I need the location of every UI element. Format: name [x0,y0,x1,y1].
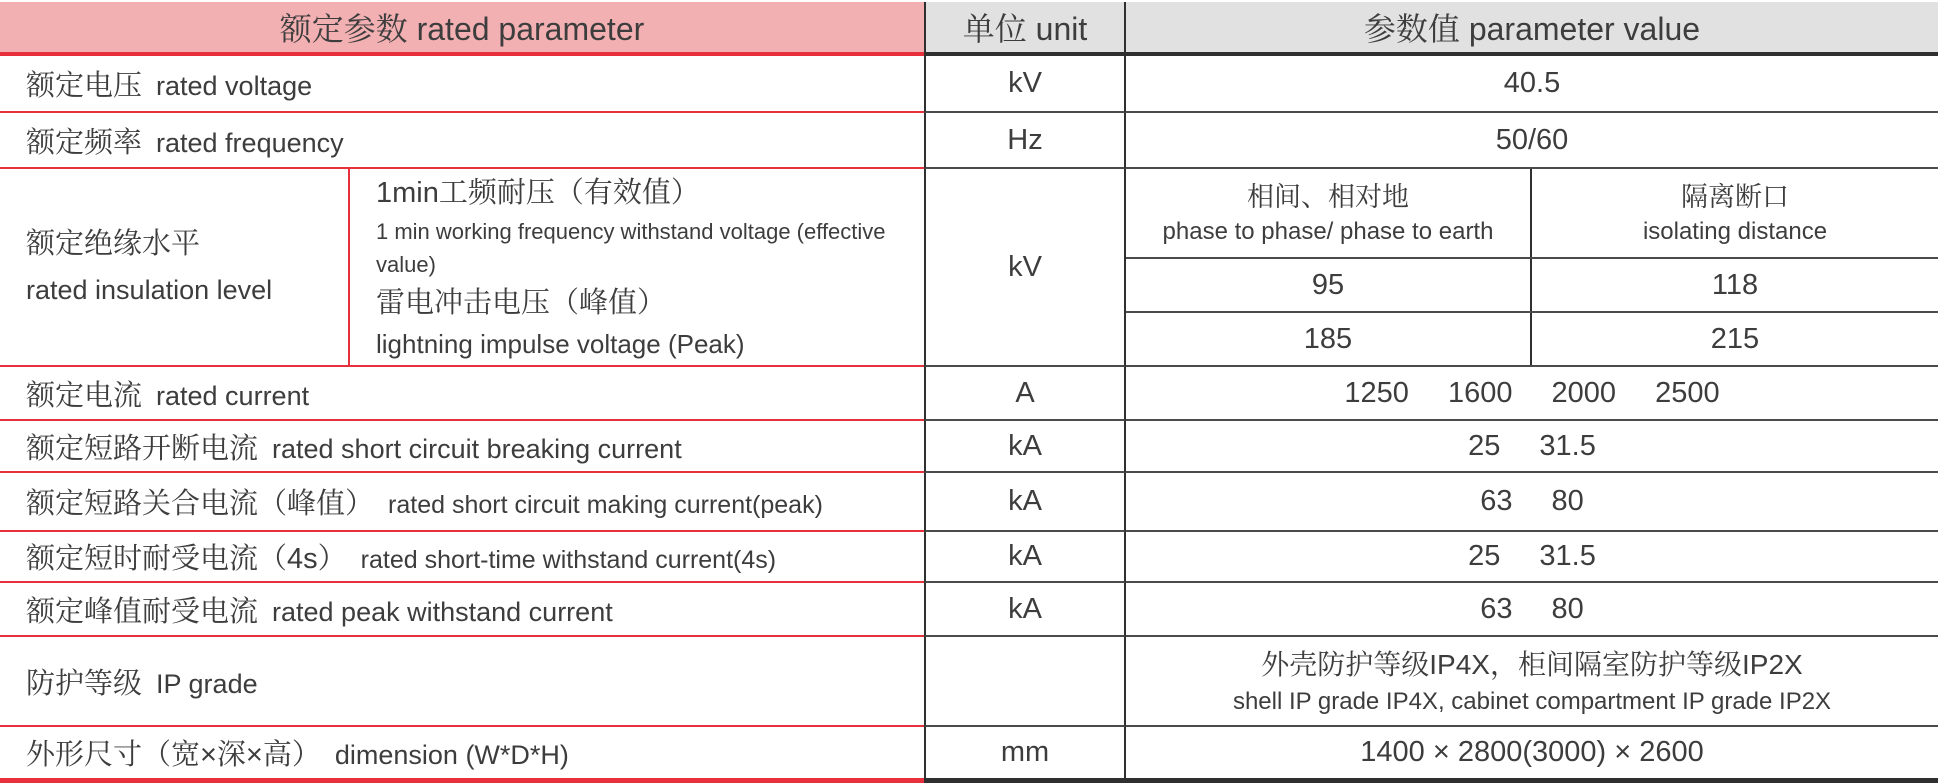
insulation-test-types [350,169,924,365]
header-rated-parameter: 额定参数 rated parameter [0,2,924,56]
withstand-phase-value: 95 [1126,259,1532,311]
isolating-distance-header: 隔离断口 isolating distance [1642,182,1828,245]
insulation-value-cell [1126,169,1938,367]
withstand-isolating-value: 118 [1711,268,1759,301]
making-current-value: 63 80 [1126,473,1938,532]
rated-current-value: 1250 1600 2000 2500 [1126,367,1938,421]
withstand-voltage-en: 1 min working frequency withstand voltage (effective value) [376,219,886,277]
impulse-voltage-values [1126,311,1938,365]
rated-frequency-label: 额定频率 rated frequency [0,113,924,169]
ip-grade-value-cn: 外壳防护等级IP4X，柜间隔室防护等级IP2X [1261,648,1803,680]
row-breaking-current [0,421,1938,473]
row-rated-current [0,367,1938,421]
ip-grade-unit [924,637,1126,727]
withstand-voltage-values [1126,257,1938,311]
row-rated-voltage [0,56,1938,113]
impulse-phase-value: 185 [1126,313,1532,365]
table-header-row [0,2,1938,56]
row-rated-frequency [0,113,1938,169]
row-making-current [0,473,1938,532]
rated-frequency-unit: Hz [924,113,1126,169]
ip-grade-value-en: shell IP grade IP4X, cabinet compartment IP grade IP2X [1232,687,1832,715]
row-short-time-withstand [0,532,1938,583]
making-current-unit: kA [924,473,1126,532]
row-ip-grade [0,637,1938,727]
peak-withstand-label: 额定峰值耐受电流 rated peak withstand current [0,583,924,637]
rated-current-label: 额定电流 rated current [0,367,924,421]
breaking-current-unit: kA [924,421,1126,473]
short-time-withstand-value: 25 31.5 [1126,532,1938,583]
dimension-value: 1400 × 2800(3000) × 2600 [1126,727,1938,783]
making-current-label: 额定短路关合电流（峰值） rated short circuit making current(peak) [0,473,924,532]
dimension-label: 外形尺寸（宽×深×高） dimension (W*D*H) [0,727,924,783]
insulation-label: 额定绝缘水平 rated insulation level [0,169,350,365]
header-parameter-value: 参数值 parameter value [1126,2,1938,56]
rated-voltage-unit: kV [924,56,1126,113]
short-time-withstand-label: 额定短时耐受电流（4s） rated short-time withstand current(4s) [0,532,924,583]
insulation-unit: kV [924,169,1126,367]
header-unit: 单位 unit [924,2,1126,56]
withstand-voltage-cn: 1min工频耐压（有效值） [376,177,700,209]
phase-to-phase-header: 相间、相对地 phase to phase/ phase to earth [1126,169,1532,257]
rated-current-unit: A [924,367,1126,421]
impulse-isolating-value: 215 [1710,322,1760,355]
ip-grade-label: 防护等级 IP grade [0,637,924,727]
short-time-withstand-unit: kA [924,532,1126,583]
breaking-current-value: 25 31.5 [1126,421,1938,473]
rated-voltage-value: 40.5 [1126,56,1938,113]
breaking-current-label: 额定短路开断电流 rated short circuit breaking current [0,421,924,473]
dimension-unit: mm [924,727,1126,783]
row-rated-insulation-level [0,169,1938,367]
ip-grade-value [1126,637,1938,727]
impulse-voltage-en: lightning impulse voltage (Peak) [376,329,745,359]
insulation-sub-header [1126,169,1938,257]
row-peak-withstand [0,583,1938,637]
impulse-voltage-cn: 雷电冲击电压（峰值） [376,287,667,319]
row-dimension [0,727,1938,783]
rated-voltage-label: 额定电压 rated voltage [0,56,924,113]
peak-withstand-unit: kA [924,583,1126,637]
rated-frequency-value: 50/60 [1126,113,1938,169]
insulation-label-cell [0,169,924,367]
peak-withstand-value: 63 80 [1126,583,1938,637]
